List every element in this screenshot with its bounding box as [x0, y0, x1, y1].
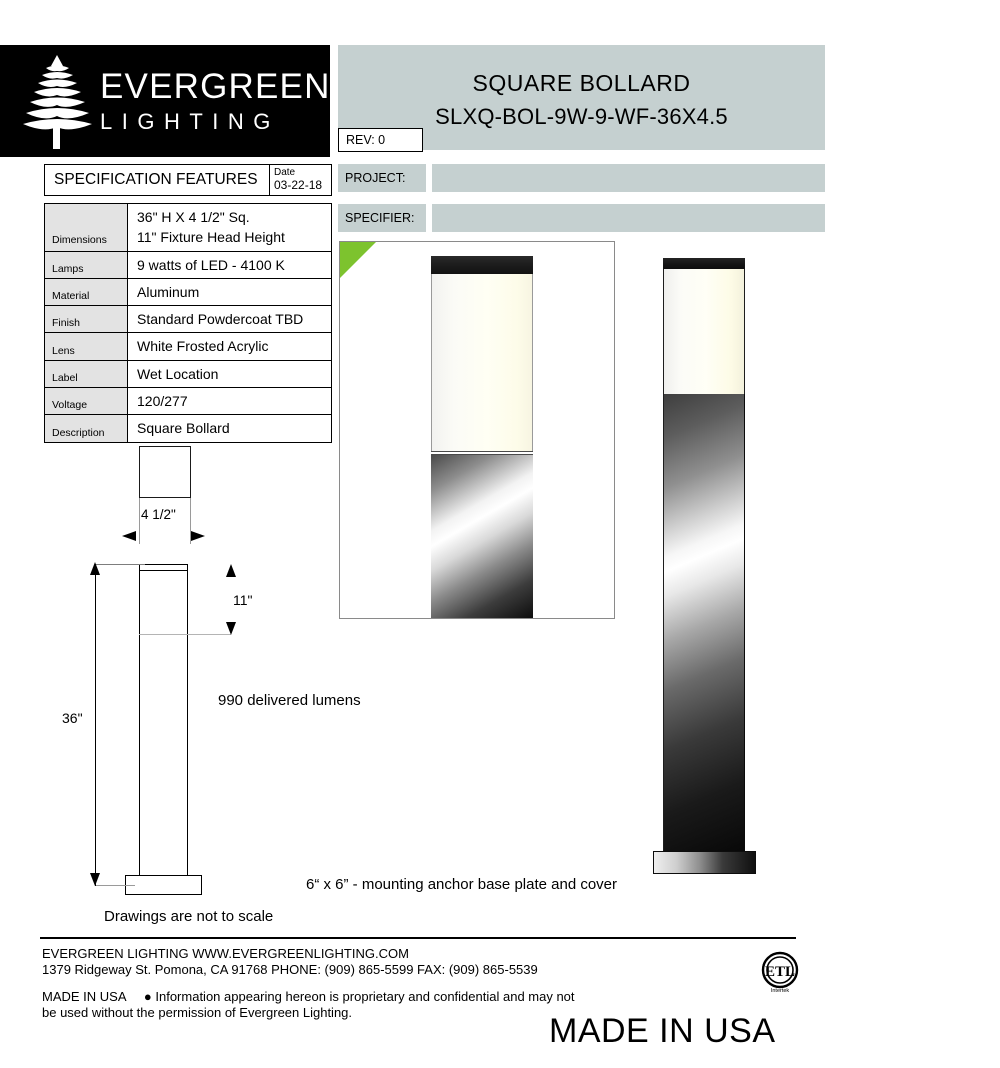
product-closeup-photo	[339, 241, 615, 619]
table-row	[45, 360, 332, 387]
footer-company-web: EVERGREEN LIGHTING WWW.EVERGREENLIGHTING.COM	[42, 946, 409, 961]
width-arrow-left-icon	[122, 531, 136, 541]
width-arrow-right-icon	[191, 531, 205, 541]
project-label: PROJECT:	[338, 164, 426, 192]
elevation-shaft	[139, 630, 188, 878]
footer-made-in-usa-small: MADE IN USA	[42, 989, 126, 1004]
brand-subname: LIGHTING	[100, 109, 280, 134]
product-sku: SLXQ-BOL-9W-9-WF-36X4.5	[435, 104, 728, 129]
head-dimension-label: 11"	[233, 592, 253, 608]
table-row	[45, 306, 332, 333]
height-dimension-label: 36"	[62, 710, 83, 726]
height-arrow-top-icon	[90, 562, 100, 575]
footer-address-contact: 1379 Ridgeway St. Pomona, CA 91768 PHONE: (909) 865-5599 FAX: (909) 865-5539	[42, 962, 538, 977]
table-row	[45, 388, 332, 415]
brand-wordmark	[100, 69, 331, 133]
elevation-base-plate	[125, 875, 202, 895]
spec-row-key: Finish	[45, 306, 128, 333]
table-row	[45, 204, 332, 252]
top-view-square	[139, 446, 191, 498]
svg-text:Intertek: Intertek	[770, 988, 790, 994]
spec-row-value: 120/277	[128, 388, 332, 415]
date-label: Date	[274, 167, 296, 179]
bollard-base-plate	[653, 851, 756, 874]
spec-row-value: 9 watts of LED - 4100 K	[128, 251, 332, 278]
extension-line-left	[139, 498, 140, 544]
closeup-cap	[431, 256, 533, 274]
head-extension-line	[139, 634, 231, 635]
base-plate-note: 6“ x 6” - mounting anchor base plate and cover	[306, 876, 618, 893]
closeup-lens	[431, 274, 533, 451]
specifier-input[interactable]	[432, 204, 825, 232]
page-title: SQUARE BOLLARD	[472, 70, 691, 96]
height-extension-bottom	[95, 885, 135, 886]
spec-heading: SPECIFICATION FEATURES	[54, 171, 258, 188]
footer-legal-line2: be used without the permission of Evergreen Lighting.	[42, 1005, 353, 1020]
bullet-icon: ●	[143, 989, 152, 1004]
closeup-body	[431, 455, 533, 619]
accent-corner-marker	[340, 242, 376, 278]
spec-row-value: 36" H X 4 1/2" Sq. 11" Fixture Head Height	[128, 204, 332, 252]
spec-row-key: Lens	[45, 333, 128, 360]
height-dimension-line	[95, 564, 96, 886]
spec-row-value: Wet Location	[128, 360, 332, 387]
footer-legal-line1	[42, 988, 575, 1006]
spec-row-key: Lamps	[45, 251, 128, 278]
spec-table-header	[44, 164, 332, 196]
evergreen-tree-icon	[18, 53, 96, 149]
spec-row-key: Voltage	[45, 388, 128, 415]
specifier-label: SPECIFIER:	[338, 204, 426, 232]
head-arrow-bottom-icon	[226, 622, 236, 635]
specification-table	[44, 203, 332, 443]
spec-row-key: Dimensions	[45, 204, 128, 252]
etl-certification-icon	[753, 945, 807, 999]
brand-name: EVERGREEN	[100, 67, 331, 106]
spec-row-value: Aluminum	[128, 278, 332, 305]
spec-date-cell	[269, 165, 331, 195]
spec-row-value: White Frosted Acrylic	[128, 333, 332, 360]
scale-disclaimer: Drawings are not to scale	[104, 908, 274, 925]
svg-text:ETL: ETL	[764, 964, 796, 980]
table-row	[45, 251, 332, 278]
made-in-usa-banner: MADE IN USA	[549, 1012, 776, 1050]
spec-row-key: Label	[45, 360, 128, 387]
project-input[interactable]	[432, 164, 825, 192]
bollard-cap	[663, 258, 745, 269]
head-arrow-top-icon	[226, 564, 236, 577]
lumens-note: 990 delivered lumens	[218, 692, 361, 709]
elevation-cap-line	[140, 570, 187, 571]
elevation-fixture-head	[139, 564, 188, 630]
table-row	[45, 278, 332, 305]
height-extension-top	[95, 564, 145, 565]
revision-field[interactable]: REV: 0	[338, 128, 423, 152]
spec-row-key: Material	[45, 278, 128, 305]
spec-row-value: Standard Powdercoat TBD	[128, 306, 332, 333]
bollard-body	[663, 394, 745, 856]
table-row	[45, 333, 332, 360]
bollard-lens	[663, 269, 745, 394]
width-dimension-label: 4 1/2"	[141, 507, 176, 522]
height-arrow-bottom-icon	[90, 873, 100, 886]
spec-row-value: Square Bollard	[128, 415, 332, 442]
footer-legal-text: Information appearing hereon is proprietary and confidential and may not	[155, 989, 575, 1004]
date-value: 03-22-18	[274, 177, 323, 192]
spec-row-key: Description	[45, 415, 128, 442]
technical-line-drawing	[0, 430, 618, 930]
brand-logo-block	[0, 45, 330, 157]
closeup-fixture	[431, 256, 533, 619]
footer-divider	[40, 937, 796, 939]
full-bollard-photo	[660, 258, 748, 876]
